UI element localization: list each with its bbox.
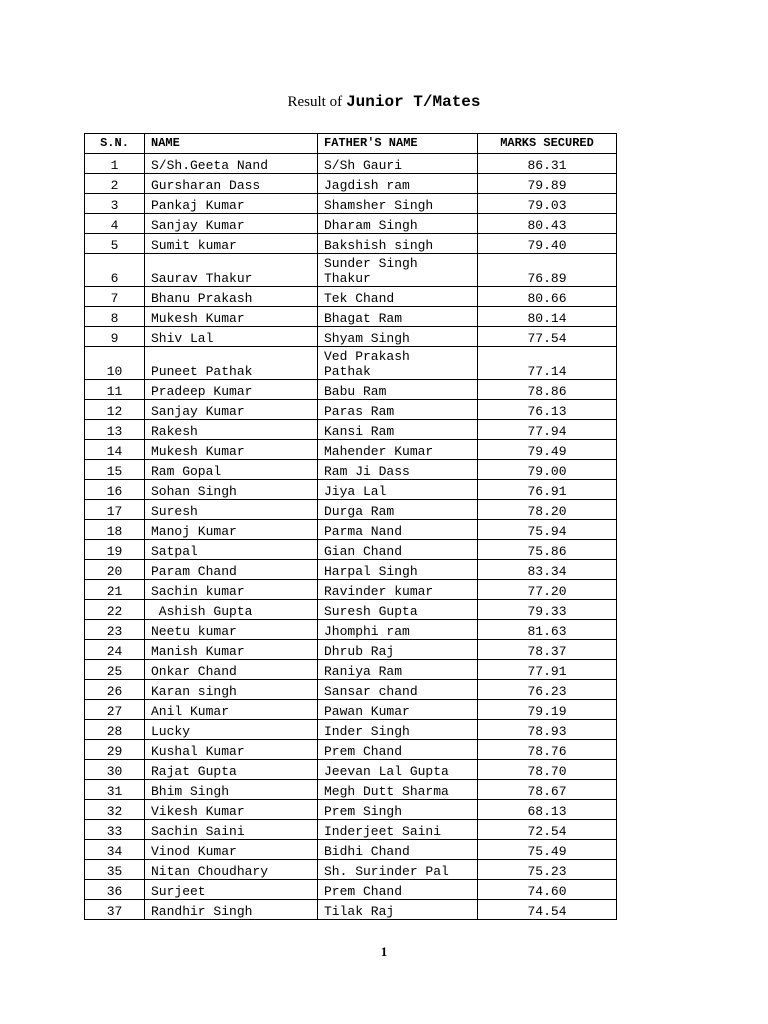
table-row: [85, 900, 617, 920]
cell-marks: 75.86: [478, 540, 617, 560]
cell-father-name: Megh Dutt Sharma: [318, 780, 478, 800]
cell-name: Satpal: [145, 540, 318, 560]
cell-name: Puneet Pathak: [145, 347, 318, 380]
cell-name: Ashish Gupta: [145, 600, 318, 620]
cell-marks: 77.54: [478, 327, 617, 347]
cell-father-name: Paras Ram: [318, 400, 478, 420]
cell-marks: 79.89: [478, 174, 617, 194]
cell-sn: 12: [85, 400, 145, 420]
cell-sn: 2: [85, 174, 145, 194]
table-row: [85, 480, 617, 500]
cell-marks: 80.66: [478, 287, 617, 307]
cell-marks: 80.43: [478, 214, 617, 234]
cell-father-name: Mahender Kumar: [318, 440, 478, 460]
cell-marks: 78.37: [478, 640, 617, 660]
cell-marks: 68.13: [478, 800, 617, 820]
cell-name: Sachin Saini: [145, 820, 318, 840]
cell-father-name: Sh. Surinder Pal: [318, 860, 478, 880]
table-row: [85, 287, 617, 307]
cell-sn: 7: [85, 287, 145, 307]
cell-marks: 75.23: [478, 860, 617, 880]
header-marks: MARKS SECURED: [478, 134, 617, 154]
cell-sn: 14: [85, 440, 145, 460]
cell-father-name: Pawan Kumar: [318, 700, 478, 720]
cell-sn: 10: [85, 347, 145, 380]
cell-name: Onkar Chand: [145, 660, 318, 680]
cell-name: Rakesh: [145, 420, 318, 440]
table-row: [85, 347, 617, 380]
cell-name: Saurav Thakur: [145, 254, 318, 287]
cell-sn: 35: [85, 860, 145, 880]
cell-name: Sumit kumar: [145, 234, 318, 254]
cell-name: Manish Kumar: [145, 640, 318, 660]
table-row: [85, 700, 617, 720]
cell-father-name: Inderjeet Saini: [318, 820, 478, 840]
cell-sn: 4: [85, 214, 145, 234]
cell-father-name: Suresh Gupta: [318, 600, 478, 620]
table-row: [85, 820, 617, 840]
cell-name: Gursharan Dass: [145, 174, 318, 194]
cell-sn: 30: [85, 760, 145, 780]
table-row: [85, 380, 617, 400]
cell-name: Suresh: [145, 500, 318, 520]
cell-marks: 74.54: [478, 900, 617, 920]
cell-marks: 83.34: [478, 560, 617, 580]
cell-father-name: Sunder Singh Thakur: [318, 254, 478, 287]
cell-father-name: Ved Prakash Pathak: [318, 347, 478, 380]
table-row: [85, 214, 617, 234]
cell-father-name: Tek Chand: [318, 287, 478, 307]
cell-marks: 78.93: [478, 720, 617, 740]
cell-marks: 79.33: [478, 600, 617, 620]
cell-sn: 5: [85, 234, 145, 254]
cell-sn: 24: [85, 640, 145, 660]
table-row: [85, 660, 617, 680]
table-row: [85, 327, 617, 347]
cell-sn: 23: [85, 620, 145, 640]
table-header-row: [85, 134, 617, 154]
cell-marks: 86.31: [478, 154, 617, 174]
cell-marks: 79.19: [478, 700, 617, 720]
table-row: [85, 600, 617, 620]
cell-father-name: Shyam Singh: [318, 327, 478, 347]
cell-name: Mukesh Kumar: [145, 307, 318, 327]
cell-marks: 78.67: [478, 780, 617, 800]
cell-marks: 76.89: [478, 254, 617, 287]
table-row: [85, 680, 617, 700]
cell-name: Pradeep Kumar: [145, 380, 318, 400]
document-title: [0, 93, 768, 111]
cell-father-name: Bidhi Chand: [318, 840, 478, 860]
cell-sn: 19: [85, 540, 145, 560]
cell-name: Sohan Singh: [145, 480, 318, 500]
table-row: [85, 420, 617, 440]
table-row: [85, 460, 617, 480]
cell-father-name: Ram Ji Dass: [318, 460, 478, 480]
cell-name: Rajat Gupta: [145, 760, 318, 780]
cell-father-name: Raniya Ram: [318, 660, 478, 680]
cell-father-name: Shamsher Singh: [318, 194, 478, 214]
header-sn: S.N.: [85, 134, 145, 154]
cell-marks: 79.03: [478, 194, 617, 214]
table-row: [85, 740, 617, 760]
cell-name: Bhim Singh: [145, 780, 318, 800]
cell-name: Randhir Singh: [145, 900, 318, 920]
title-main: Junior T/Mates: [346, 93, 481, 111]
cell-marks: 77.14: [478, 347, 617, 380]
cell-name: Lucky: [145, 720, 318, 740]
cell-father-name: Ravinder kumar: [318, 580, 478, 600]
cell-name: Mukesh Kumar: [145, 440, 318, 460]
page-number: 1: [380, 944, 388, 959]
table-row: [85, 640, 617, 660]
cell-sn: 21: [85, 580, 145, 600]
table-row: [85, 307, 617, 327]
cell-marks: 77.94: [478, 420, 617, 440]
table-row: [85, 194, 617, 214]
cell-marks: 78.70: [478, 760, 617, 780]
cell-sn: 32: [85, 800, 145, 820]
table-row: [85, 234, 617, 254]
cell-sn: 16: [85, 480, 145, 500]
cell-sn: 20: [85, 560, 145, 580]
cell-name: Sanjay Kumar: [145, 214, 318, 234]
cell-marks: 77.20: [478, 580, 617, 600]
cell-father-name: Prem Chand: [318, 880, 478, 900]
cell-marks: 74.60: [478, 880, 617, 900]
cell-marks: 78.20: [478, 500, 617, 520]
cell-sn: 34: [85, 840, 145, 860]
cell-name: Sanjay Kumar: [145, 400, 318, 420]
table-row: [85, 800, 617, 820]
cell-sn: 6: [85, 254, 145, 287]
cell-sn: 18: [85, 520, 145, 540]
cell-father-name: Kansi Ram: [318, 420, 478, 440]
cell-sn: 36: [85, 880, 145, 900]
cell-father-name: Jeevan Lal Gupta: [318, 760, 478, 780]
cell-father-name: Dharam Singh: [318, 214, 478, 234]
cell-marks: 78.76: [478, 740, 617, 760]
table-row: [85, 500, 617, 520]
cell-father-name: Parma Nand: [318, 520, 478, 540]
table-row: [85, 540, 617, 560]
table-row: [85, 154, 617, 174]
cell-marks: 78.86: [478, 380, 617, 400]
table-row: [85, 880, 617, 900]
table-row: [85, 840, 617, 860]
table-row: [85, 580, 617, 600]
cell-sn: 17: [85, 500, 145, 520]
cell-father-name: Harpal Singh: [318, 560, 478, 580]
cell-sn: 33: [85, 820, 145, 840]
cell-marks: 75.94: [478, 520, 617, 540]
cell-marks: 80.14: [478, 307, 617, 327]
cell-name: Manoj Kumar: [145, 520, 318, 540]
cell-father-name: Inder Singh: [318, 720, 478, 740]
cell-sn: 13: [85, 420, 145, 440]
cell-father-name: Prem Singh: [318, 800, 478, 820]
results-table: [84, 133, 617, 920]
cell-name: Pankaj Kumar: [145, 194, 318, 214]
cell-marks: 79.40: [478, 234, 617, 254]
cell-sn: 22: [85, 600, 145, 620]
cell-name: Karan singh: [145, 680, 318, 700]
cell-sn: 3: [85, 194, 145, 214]
cell-sn: 27: [85, 700, 145, 720]
cell-father-name: Durga Ram: [318, 500, 478, 520]
cell-sn: 11: [85, 380, 145, 400]
cell-marks: 77.91: [478, 660, 617, 680]
table-row: [85, 720, 617, 740]
cell-marks: 79.49: [478, 440, 617, 460]
cell-name: Nitan Choudhary: [145, 860, 318, 880]
cell-name: Bhanu Prakash: [145, 287, 318, 307]
cell-name: Shiv Lal: [145, 327, 318, 347]
table-row: [85, 860, 617, 880]
cell-father-name: Sansar chand: [318, 680, 478, 700]
cell-name: Param Chand: [145, 560, 318, 580]
cell-sn: 1: [85, 154, 145, 174]
cell-name: Neetu kumar: [145, 620, 318, 640]
cell-father-name: Bakshish singh: [318, 234, 478, 254]
cell-sn: 28: [85, 720, 145, 740]
cell-marks: 81.63: [478, 620, 617, 640]
table-row: [85, 520, 617, 540]
table-row: [85, 620, 617, 640]
cell-name: Ram Gopal: [145, 460, 318, 480]
cell-father-name: Bhagat Ram: [318, 307, 478, 327]
table-row: [85, 560, 617, 580]
table-row: [85, 440, 617, 460]
cell-sn: 31: [85, 780, 145, 800]
cell-sn: 8: [85, 307, 145, 327]
cell-father-name: Dhrub Raj: [318, 640, 478, 660]
cell-name: Anil Kumar: [145, 700, 318, 720]
title-prefix: Result of: [287, 94, 343, 110]
table-row: [85, 780, 617, 800]
table-row: [85, 760, 617, 780]
table-row: [85, 400, 617, 420]
cell-sn: 29: [85, 740, 145, 760]
cell-sn: 25: [85, 660, 145, 680]
table-row: [85, 254, 617, 287]
cell-marks: 76.13: [478, 400, 617, 420]
header-name: NAME: [145, 134, 318, 154]
cell-marks: 75.49: [478, 840, 617, 860]
cell-father-name: Gian Chand: [318, 540, 478, 560]
table-row: [85, 174, 617, 194]
cell-marks: 72.54: [478, 820, 617, 840]
cell-name: Kushal Kumar: [145, 740, 318, 760]
cell-name: Vinod Kumar: [145, 840, 318, 860]
cell-sn: 26: [85, 680, 145, 700]
cell-sn: 37: [85, 900, 145, 920]
header-father-name: FATHER'S NAME: [318, 134, 478, 154]
cell-marks: 76.91: [478, 480, 617, 500]
cell-name: Surjeet: [145, 880, 318, 900]
cell-father-name: Jagdish ram: [318, 174, 478, 194]
cell-sn: 9: [85, 327, 145, 347]
cell-name: S/Sh.Geeta Nand: [145, 154, 318, 174]
cell-father-name: S/Sh Gauri: [318, 154, 478, 174]
cell-father-name: Jiya Lal: [318, 480, 478, 500]
cell-marks: 76.23: [478, 680, 617, 700]
cell-marks: 79.00: [478, 460, 617, 480]
cell-father-name: Prem Chand: [318, 740, 478, 760]
cell-name: Sachin kumar: [145, 580, 318, 600]
cell-father-name: Tilak Raj: [318, 900, 478, 920]
table-body: [85, 154, 617, 920]
cell-father-name: Babu Ram: [318, 380, 478, 400]
cell-sn: 15: [85, 460, 145, 480]
cell-name: Vikesh Kumar: [145, 800, 318, 820]
cell-father-name: Jhomphi ram: [318, 620, 478, 640]
